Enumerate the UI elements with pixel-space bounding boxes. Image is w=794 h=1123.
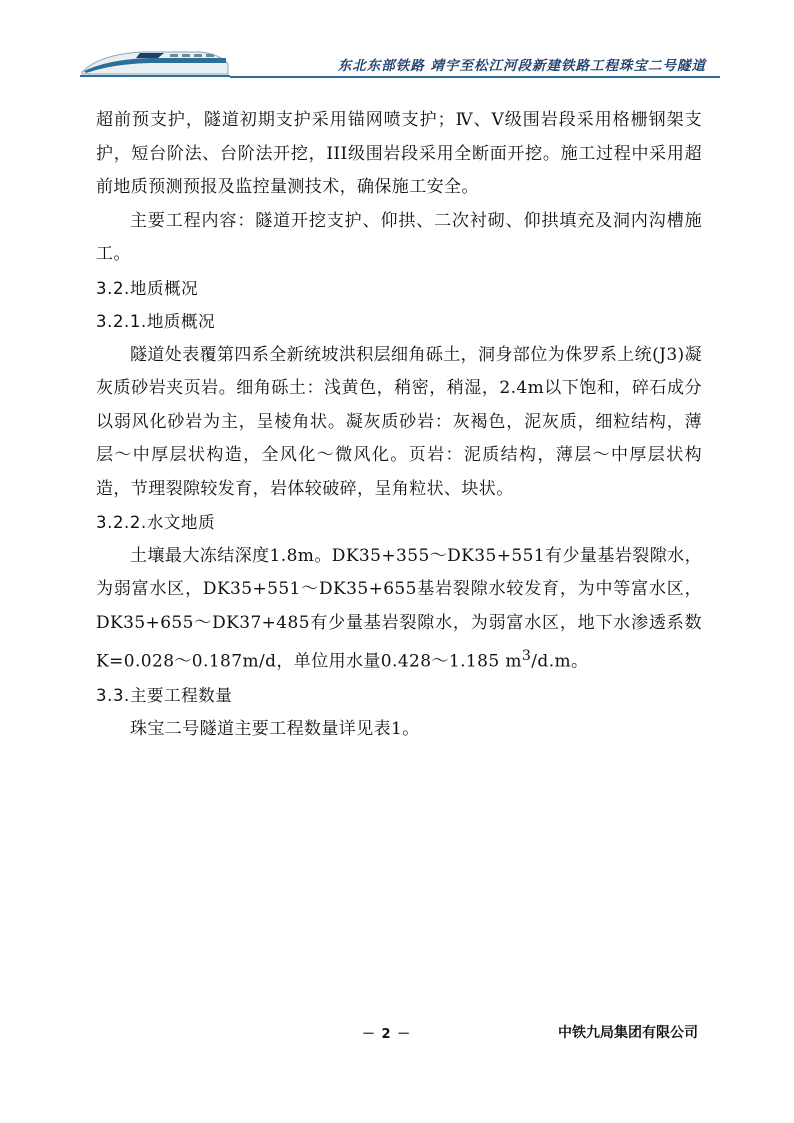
superscript-3: 3 [521,648,532,664]
paragraph-hydrology [96,540,702,680]
section-heading-3-3: 3.3.主要工程数量 [96,686,233,706]
train-logo-icon [80,44,230,82]
header-rule [230,76,720,78]
hydrology-unit-text: /d.m。 [531,651,589,672]
section-heading-3-2-1: 3.2.1.地质概况 [96,312,216,331]
company-name: 中铁九局集团有限公司 [558,1025,698,1041]
document-title: 东北东部铁路 靖宇至松江河段新建铁路工程珠宝二号隧道 [337,58,706,74]
document-body [96,104,702,746]
paragraph-main-work: 主要工程内容：隧道开挖支护、仰拱、二次衬砌、仰拱填充及洞内沟槽施工。 [96,210,702,264]
paragraph-quantities: 珠宝二号隧道主要工程数量详见表1。 [130,718,420,739]
section-heading-3-2: 3.2.地质概况 [96,278,199,298]
hydrology-text: 土壤最大冻结深度1.8m。DK35+355～DK35+551有少量基岩裂隙水，为弱富水区，DK35+551～DK35+655基岩裂隙水较发育，为中等富水区，DK35+655～DK37+485有少量基岩裂隙水，为弱富水区，地下水渗透系数K=0.028～0.187m/d，单位用水量0.428～1.185 m [96,545,702,672]
paragraph-geology: 隧道处表覆第四系全新统坡洪积层细角砾土，洞身部位为侏罗系上统(J3)凝灰质砂岩夹页岩。细角砾土：浅黄色，稍密，稍湿，2.4m以下饱和，碎石成分以弱风化砂岩为主，呈棱角状。凝灰质砂岩：灰褐色，泥灰质，细粒结构，薄层～中厚层状构造，全风化～微风化。页岩：泥质结构，薄层～中厚层状构造，节理裂隙较发育，岩体较破碎，呈角粒状、块状。 [96,344,702,499]
section-heading-3-2-2: 3.2.2.水文地质 [96,513,216,532]
page-number: － 2 － [362,1027,412,1042]
page-header [80,44,720,82]
paragraph-support: 超前预支护，隧道初期支护采用锚网喷支护；Ⅳ、Ⅴ级围岩段采用格栅钢架支护，短台阶法、台阶法开挖，III级围岩段采用全断面开挖。施工过程中采用超前地质预测预报及监控量测技术，确保施工安全。 [96,110,702,197]
